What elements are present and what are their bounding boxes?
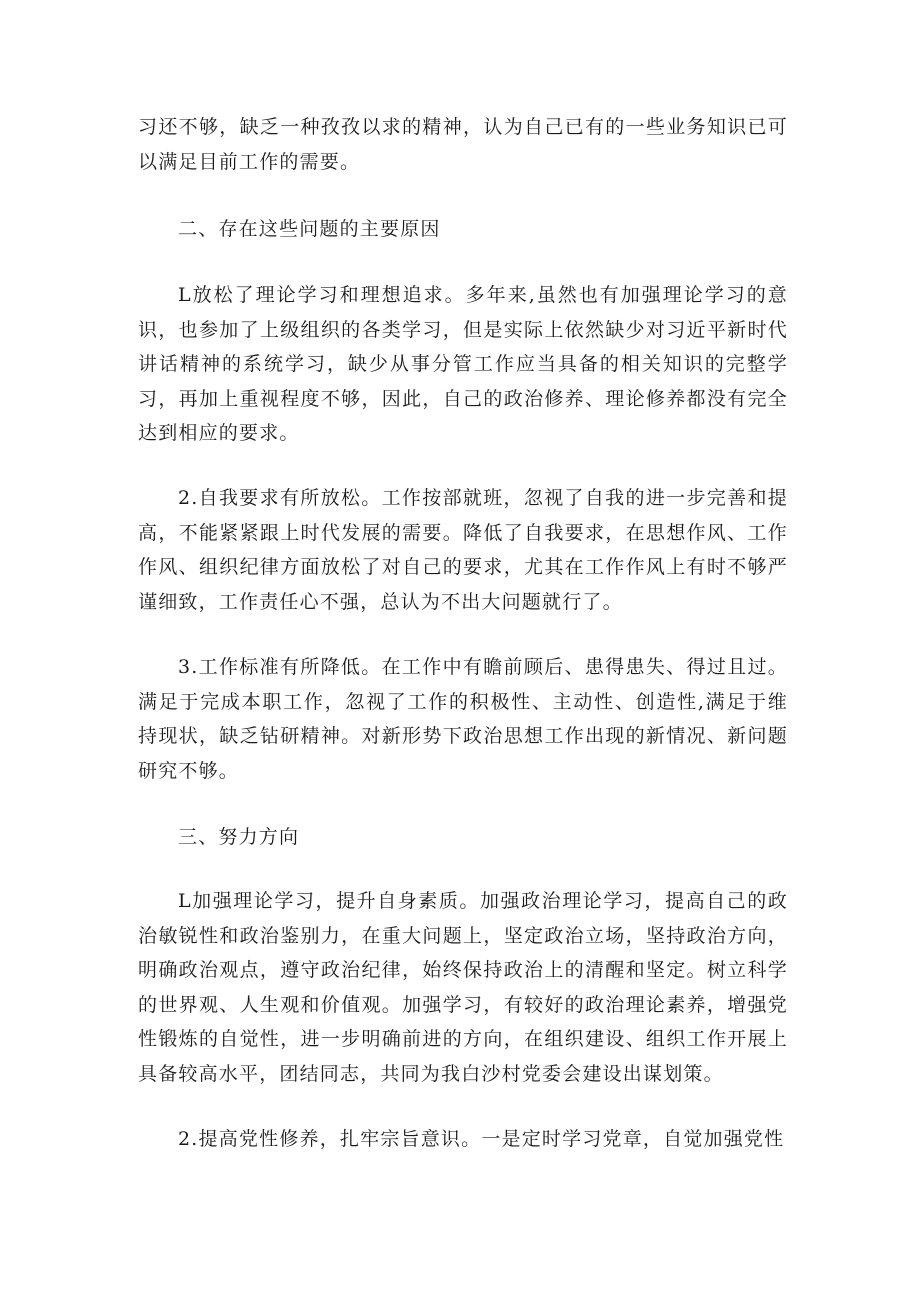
paragraph-reason-1: L放松了理论学习和理想追求。多年来,虽然也有加强理论学习的意识，也参加了上级组织的各类学习，但是实际上依然缺少对习近平新时代讲话精神的系统学习，缺少从事分管工作应当具备的相关知识的完整学习，再加上重视程度不够，因此，自己的政治修养、理论修养都没有完全达到相应的要求。 [138,284,788,444]
paragraph-reason-2: 2.自我要求有所放松。工作按部就班，忽视了自我的进一步完善和提高，不能紧紧跟上时代发展的需要。降低了自我要求，在思想作风、工作作风、组织纪律方面放松了对自己的要求，尤其在工作作风上有时不够严谨细致，工作责任心不强，总认为不出大问题就行了。 [138,487,788,613]
section-heading-2: 二、存在这些问题的主要原因 [178,218,441,240]
paragraph-continuation: 习还不够，缺乏一种孜孜以求的精神，认为自己已有的一些业务知识已可以满足目前工作的需要。 [138,116,788,173]
paragraph-direction-2: 2.提高党性修养，扎牢宗旨意识。一是定时学习党章，自觉加强党性 [178,1128,785,1150]
section-heading-3: 三、努力方向 [178,826,300,848]
paragraph-direction-1: L加强理论学习，提升自身素质。加强政治理论学习，提高自己的政治敏锐性和政治鉴别力，在重大问题上，坚定政治立场，坚持政治方向，明确政治观点，遵守政治纪律，始终保持政治上的清醒和坚定。树立科学的世界观、人生观和价值观。加强学习，有较好的政治理论素养，增强党性锻炼的自觉性，进一步明确前进的方向，在组织建设、组织工作开展上具备较高水平，团结同志，共同为我白沙村党委会建设出谋划策。 [138,890,788,1085]
paragraph-reason-3: 3.工作标准有所降低。在工作中有瞻前顾后、患得患失、得过且过。满足于完成本职工作，忽视了工作的积极性、主动性、创造性,满足于维持现状，缺乏钻研精神。对新形势下政治思想工作出现的新情况、新问题研究不够。 [138,656,788,782]
